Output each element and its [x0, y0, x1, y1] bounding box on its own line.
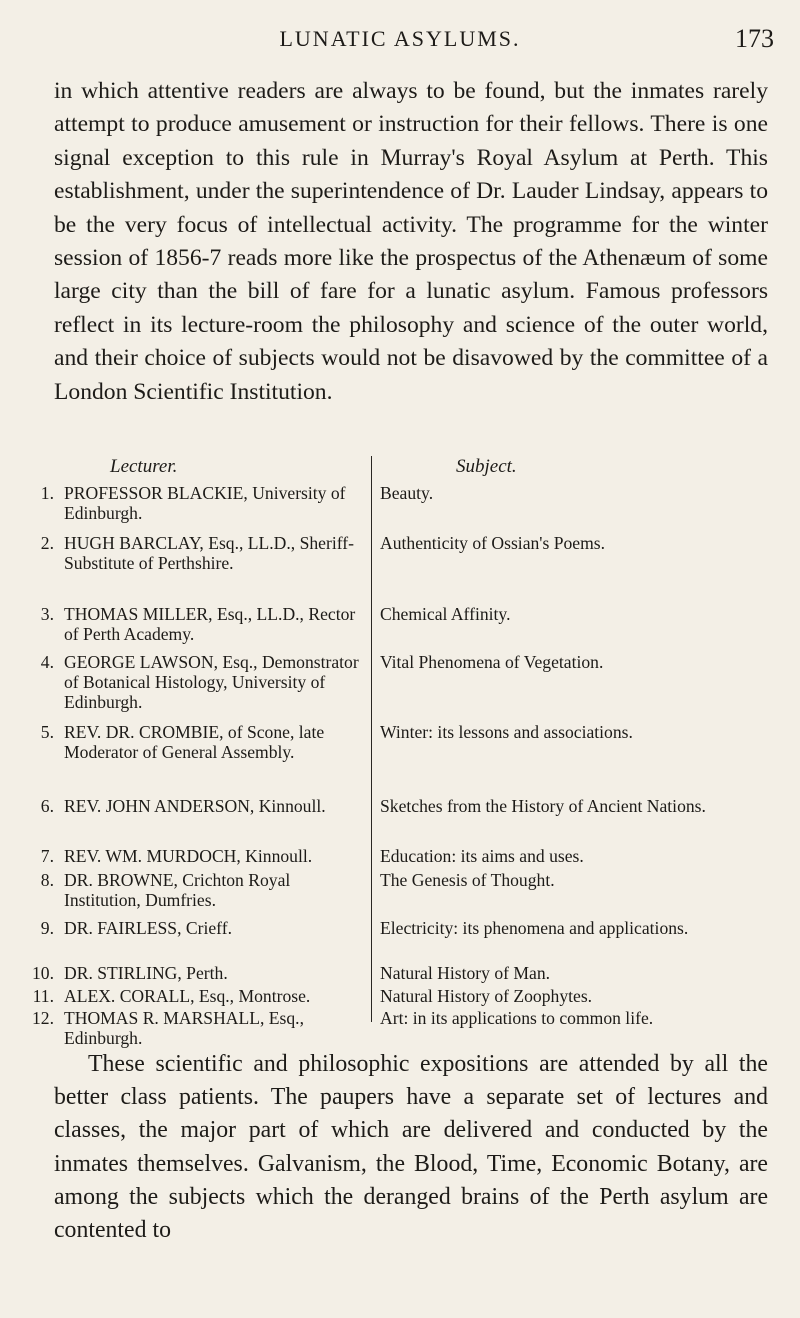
subject-cell: Chemical Affinity.: [380, 604, 511, 624]
row-number: 6.: [40, 796, 54, 816]
subject-cell: Beauty.: [380, 483, 434, 503]
subject-cell: Art: in its applications to common life.: [380, 1008, 654, 1028]
subject-cell: Electricity: its phenomena and applications.: [380, 918, 689, 938]
subject-heading: Subject.: [456, 456, 517, 477]
row-number: 1.: [40, 483, 54, 503]
lecturer-name: REV. JOHN ANDERSON, Kinnoull.: [64, 796, 326, 816]
row-number: 10.: [32, 963, 54, 983]
row-number: 7.: [40, 846, 54, 866]
intro-paragraph: in which attentive readers are always to be found, but the inmates rarely attempt to produce amusement or instruction for their fellows. There is one signal exception to this rule in Murray's Royal Asylum at Perth. This establishment, under the superintendence of Dr. Lauder Lindsay, appears to be the very focus of intellectual activity. The programme for the winter session of 1856-7 reads more like the prospectus of the Athenæum of some large city than the bill of fare for a lunatic asylum. Famous professors reflect in its lecture-room the philosophy and science of the outer world, and their choice of subjects would not be disavowed by the committee of a London Scientific Institution.: [54, 78, 768, 405]
row-number: 2.: [40, 533, 54, 553]
lecturer-name: THOMAS MILLER, Esq., LL.D., Rector of Perth Academy.: [64, 604, 356, 644]
lecturer-name: HUGH BARCLAY, Esq., LL.D., Sheriff-Substitute of Perthshire.: [64, 533, 354, 573]
lecturer-name: GEORGE LAWSON, Esq., Demonstrator of Botanical Histology, University of Edinburgh.: [64, 652, 359, 712]
running-head: [0, 24, 800, 60]
closing-paragraph: These scientific and philosophic expositions are attended by all the better class patients. The paupers have a separate set of lectures and classes, the major part of which are delivered and conducted by the inmates themselves. Galvanism, the Blood, Time, Economic Botany, are among the subjects which the deranged brains of the Perth asylum are contented to: [54, 1051, 768, 1244]
running-title: LUNATIC ASYLUMS.: [279, 26, 521, 51]
subject-cell: Winter: its lessons and associations.: [380, 722, 633, 742]
row-number: 9.: [40, 918, 54, 938]
lecturer-name: DR. BROWNE, Crichton Royal Institution, Dumfries.: [64, 870, 291, 910]
subject-cell: Vital Phenomena of Vegetation.: [380, 652, 604, 672]
subject-cell: Natural History of Man.: [380, 963, 551, 983]
lecturer-name: THOMAS R. MARSHALL, Esq., Edinburgh.: [64, 1008, 304, 1048]
lecturer-name: REV. WM. MURDOCH, Kinnoull.: [64, 846, 313, 866]
row-number: 12.: [32, 1008, 54, 1028]
row-number: 4.: [40, 652, 54, 672]
row-number: 3.: [40, 604, 54, 624]
lecturer-name: ALEX. CORALL, Esq., Montrose.: [64, 986, 311, 1006]
subject-cell: Authenticity of Ossian's Poems.: [380, 533, 606, 553]
row-number: 8.: [40, 870, 54, 890]
subject-cell: Education: its aims and uses.: [380, 846, 584, 866]
row-number: 5.: [40, 722, 54, 742]
subject-cell: The Genesis of Thought.: [380, 870, 555, 890]
subject-cell: Natural History of Zoophytes.: [380, 986, 593, 1006]
row-number: 11.: [32, 986, 54, 1006]
lecturer-name: DR. STIRLING, Perth.: [64, 963, 228, 983]
lecturer-heading: Lecturer.: [110, 456, 178, 477]
lecturer-name: DR. FAIRLESS, Crieff.: [64, 918, 232, 938]
subject-cell: Sketches from the History of Ancient Nations.: [380, 796, 706, 816]
column-divider: [371, 456, 372, 1022]
lecturer-name: PROFESSOR BLACKIE, University of Edinburgh.: [64, 483, 346, 523]
lecturer-name: REV. DR. CROMBIE, of Scone, late Moderator of General Assembly.: [64, 722, 325, 762]
page-number: 173: [735, 24, 774, 53]
